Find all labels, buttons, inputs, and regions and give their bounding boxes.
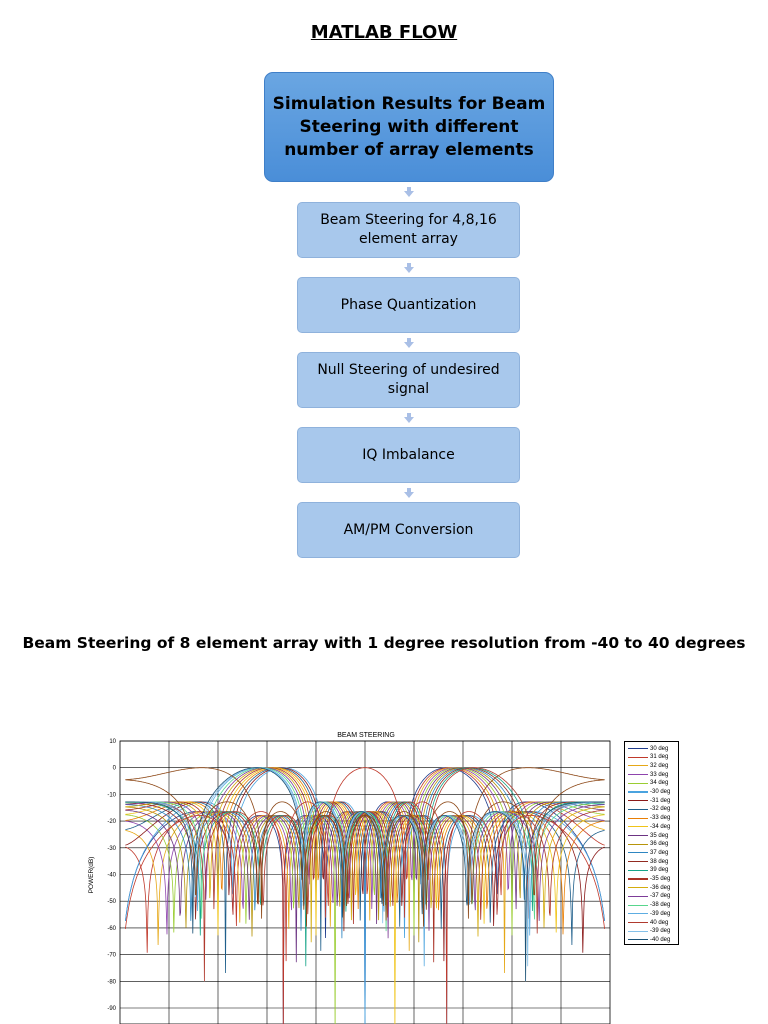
legend-label: 31 deg (650, 754, 669, 761)
legend-item (628, 892, 670, 901)
legend-item (628, 779, 668, 788)
legend-swatch (628, 870, 648, 871)
legend-item (628, 840, 668, 849)
legend-label: 33 deg (650, 771, 669, 778)
legend-item (628, 909, 670, 918)
legend-item (628, 866, 668, 875)
flow-arrow-3 (404, 338, 414, 348)
y-tick-label: -10 (107, 792, 116, 799)
flow-arrow-2 (404, 263, 414, 273)
legend-item (628, 857, 668, 866)
legend-item (628, 901, 670, 910)
legend-item (628, 848, 668, 857)
legend-label: -38 deg (650, 902, 671, 909)
flow-arrow-1 (404, 187, 414, 197)
legend-swatch (628, 905, 648, 906)
legend-label: -30 deg (650, 789, 671, 795)
legend-swatch (628, 878, 648, 879)
legend-item (628, 935, 670, 944)
legend-swatch (628, 791, 648, 792)
y-tick-label: -50 (107, 899, 116, 906)
flow-top-box-text: Simulation Results for Beam Steering with different number of array elements (272, 93, 546, 160)
legend-swatch (628, 861, 648, 862)
legend-label: -36 deg (650, 884, 671, 891)
flow-step-label: Phase Quantization (340, 296, 477, 313)
legend-item (628, 796, 670, 805)
legend-swatch (628, 818, 648, 819)
legend-item (628, 805, 670, 814)
legend-label: -33 deg (650, 815, 671, 822)
legend-swatch (628, 783, 648, 784)
legend-swatch (628, 852, 648, 853)
flow-step-null-steering (297, 352, 520, 408)
legend-label: -32 deg (650, 806, 671, 813)
y-tick-label: -70 (107, 952, 116, 959)
legend-swatch (628, 913, 648, 914)
legend-swatch (628, 826, 648, 827)
flow-step-label: AM/PM Conversion (343, 521, 474, 538)
legend-label: 38 deg (650, 858, 669, 865)
flow-step-label: IQ Imbalance (362, 446, 455, 463)
y-tick-label: -20 (107, 819, 116, 826)
flow-step-beam-steering (297, 202, 520, 258)
legend-label: 36 deg (650, 841, 669, 848)
y-tick-label: 0 (112, 765, 116, 772)
flow-step-iq-imbalance (297, 427, 520, 483)
legend-item (628, 753, 668, 762)
legend-item (628, 822, 670, 831)
legend-swatch (628, 835, 648, 836)
legend-item (628, 831, 668, 840)
flow-step-label: Null Steering of undesired signal (317, 362, 500, 397)
legend-label: -37 deg (650, 893, 671, 900)
flow-step-am-pm-conversion (297, 502, 520, 558)
y-tick-label: -80 (107, 979, 116, 986)
legend-label: 40 deg (650, 919, 669, 926)
legend-label: 34 deg (650, 780, 669, 787)
y-tick-label: 10 (109, 739, 116, 745)
legend-swatch (628, 800, 648, 801)
flow-step-phase-quantization (297, 277, 520, 333)
legend-label: -35 deg (650, 876, 671, 882)
legend-swatch (628, 748, 648, 749)
legend-item (628, 761, 668, 770)
legend-label: -31 deg (650, 797, 671, 804)
chart-y-axis-label: POWER(dB) (88, 856, 95, 894)
legend-swatch (628, 896, 648, 897)
legend-item (628, 918, 668, 927)
legend-item (628, 875, 670, 884)
legend-swatch (628, 844, 648, 845)
legend-label: 37 deg (650, 849, 669, 856)
legend-label: -39 deg (650, 910, 671, 917)
flow-arrow-4 (404, 413, 414, 423)
chart-title: BEAM STEERING (337, 732, 395, 739)
legend-label: -34 deg (650, 823, 671, 830)
legend-swatch (628, 809, 648, 810)
flow-step-label: Beam Steering for 4,8,16 element array (320, 212, 497, 247)
legend-item (628, 814, 670, 823)
legend-swatch (628, 765, 648, 766)
legend-swatch (628, 887, 648, 888)
legend-swatch (628, 939, 648, 940)
legend-label: 35 deg (650, 832, 669, 839)
legend-item (628, 883, 670, 892)
legend-item (628, 744, 668, 753)
y-tick-label: -30 (107, 845, 116, 852)
y-tick-label: -90 (107, 1006, 116, 1012)
chart-legend (624, 741, 679, 945)
legend-swatch (628, 922, 648, 923)
legend-swatch (628, 757, 648, 758)
page-heading: MATLAB FLOW (310, 22, 458, 43)
legend-swatch (628, 774, 648, 775)
legend-label: 39 deg (650, 867, 669, 874)
legend-label: -40 deg (650, 936, 671, 943)
legend-item (628, 770, 668, 779)
legend-item (628, 788, 670, 797)
chart-section-title: Beam Steering of 8 element array with 1 degree resolution from -40 to 40 degrees (22, 634, 746, 652)
legend-label: 32 deg (650, 762, 669, 769)
flow-top-box (264, 72, 554, 182)
y-tick-label: -60 (107, 925, 116, 932)
legend-item (628, 927, 670, 936)
beam-steering-chart (80, 725, 620, 1024)
legend-swatch (628, 931, 648, 932)
legend-label: 30 deg (650, 745, 669, 752)
y-tick-label: -40 (107, 872, 116, 879)
legend-label: -39 deg (650, 928, 671, 935)
flow-arrow-5 (404, 488, 414, 498)
